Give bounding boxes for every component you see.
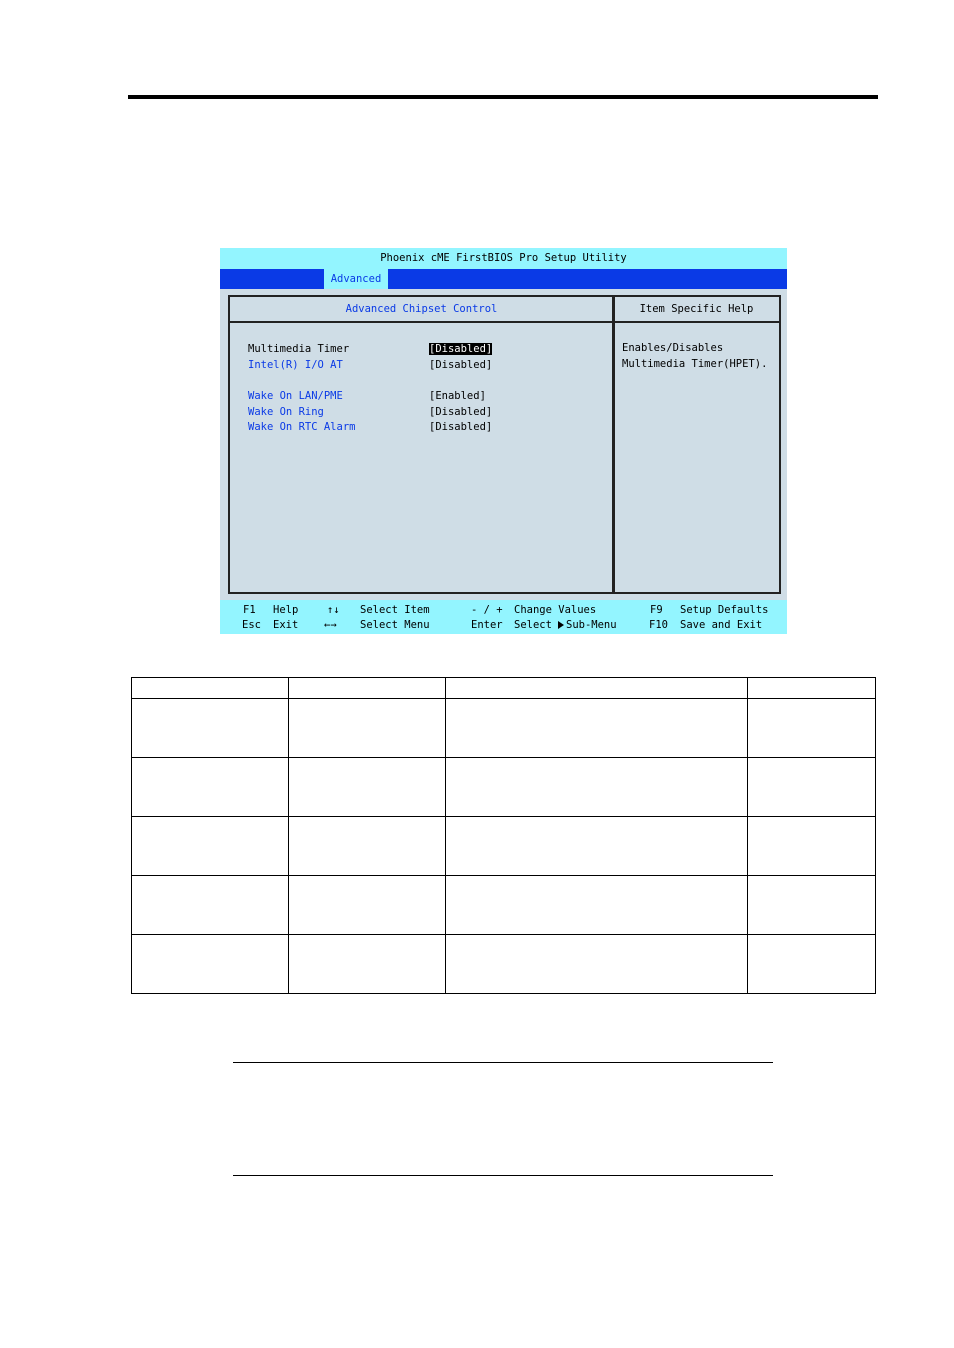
key-f1-text: Help	[273, 604, 299, 616]
minus-plus-keys: - / +	[471, 604, 503, 616]
key-f1: F1	[243, 604, 256, 616]
setting-label: Wake On LAN/PME	[248, 390, 343, 402]
bios-help-panel	[612, 295, 781, 594]
table-row	[132, 758, 876, 817]
table-cell	[748, 817, 876, 876]
key-esc: Esc	[242, 619, 261, 631]
note-bottom-rule	[233, 1175, 773, 1176]
table-row	[132, 699, 876, 758]
select-text: Select	[514, 619, 552, 631]
table-cell	[446, 876, 748, 935]
table-cell	[132, 758, 289, 817]
table-row	[132, 876, 876, 935]
table-header-row	[132, 678, 876, 699]
settings-table	[131, 677, 876, 994]
select-menu-text: Select Menu	[360, 619, 430, 631]
table-cell	[446, 817, 748, 876]
submenu-indicator	[558, 618, 617, 632]
setting-wake-on-ring[interactable]	[248, 405, 492, 419]
table-cell	[446, 699, 748, 758]
help-panel-heading: Item Specific Help	[614, 297, 779, 323]
setting-multimedia-timer[interactable]	[248, 342, 492, 356]
table-row	[132, 935, 876, 994]
select-item-text: Select Item	[360, 604, 430, 616]
table-cell	[132, 678, 289, 699]
setting-value[interactable]: [Disabled]	[429, 421, 493, 433]
table-cell	[132, 876, 289, 935]
table-cell	[748, 935, 876, 994]
table-cell	[446, 758, 748, 817]
setting-intel-ioat[interactable]	[248, 358, 492, 372]
change-values-text: Change Values	[514, 604, 597, 616]
setting-label: Wake On Ring	[248, 406, 324, 418]
setup-defaults-text: Setup Defaults	[680, 604, 769, 616]
table-cell	[446, 935, 748, 994]
table-cell	[289, 817, 446, 876]
table-cell	[748, 758, 876, 817]
table-cell	[748, 699, 876, 758]
setting-value[interactable]: [Disabled]	[429, 343, 493, 355]
table-cell	[132, 817, 289, 876]
arrows-up-down-icon: ↑↓	[327, 604, 340, 616]
bios-main-panel	[228, 295, 615, 594]
table-cell	[289, 876, 446, 935]
table-cell	[289, 699, 446, 758]
save-exit-text: Save and Exit	[680, 619, 763, 631]
setting-wake-on-lan[interactable]	[248, 389, 486, 403]
help-text	[622, 341, 767, 372]
bios-screenshot	[220, 248, 787, 634]
table-cell	[446, 678, 748, 699]
help-line: Multimedia Timer(HPET).	[622, 357, 768, 370]
key-f10: F10	[649, 619, 668, 631]
main-panel-heading: Advanced Chipset Control	[230, 297, 613, 323]
note-top-rule	[233, 1062, 773, 1063]
arrows-left-right-icon: ←→	[324, 619, 337, 631]
submenu-text: Sub-Menu	[566, 619, 617, 631]
table-cell	[132, 699, 289, 758]
table-row	[132, 817, 876, 876]
tab-advanced[interactable]: Advanced	[324, 269, 388, 289]
table-cell	[748, 876, 876, 935]
table-cell	[289, 758, 446, 817]
table-cell	[132, 935, 289, 994]
table-cell	[748, 678, 876, 699]
setting-label: Wake On RTC Alarm	[248, 421, 356, 433]
table-cell	[289, 678, 446, 699]
bios-status-bar	[220, 600, 787, 634]
help-line: Enables/Disables	[622, 342, 724, 354]
setting-label: Intel(R) I/O AT	[248, 359, 343, 371]
setting-value[interactable]: [Enabled]	[429, 390, 486, 402]
key-f9: F9	[650, 604, 663, 616]
key-enter: Enter	[471, 619, 503, 631]
setting-value[interactable]: [Disabled]	[429, 406, 493, 418]
setting-label: Multimedia Timer	[248, 343, 350, 355]
exit-text: Exit	[273, 619, 299, 631]
setting-wake-on-rtc[interactable]	[248, 420, 492, 434]
table-cell	[289, 935, 446, 994]
bios-title: Phoenix cME FirstBIOS Pro Setup Utility	[220, 248, 787, 269]
triangle-right-icon	[558, 621, 564, 629]
bios-menu-bar	[220, 269, 787, 289]
setting-value[interactable]: [Disabled]	[429, 359, 493, 371]
page-header-rule	[128, 95, 878, 99]
